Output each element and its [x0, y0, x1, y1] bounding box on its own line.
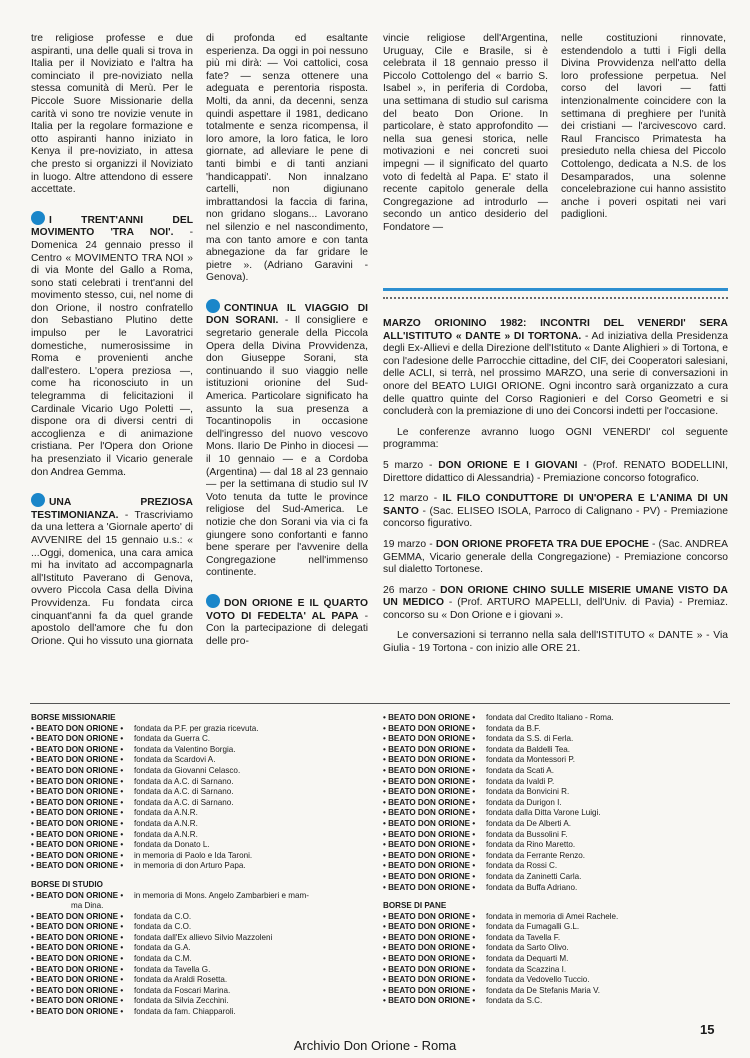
- list-item-text: fondata da C.O.: [134, 911, 192, 921]
- event-4: 26 marzo - DON ORIONE CHINO SULLE MISERIE UMANE VISTO DA UN MEDICO - (Prof. ARTURO MAPELLI, dell'Univ. di Pavia) - Premiaz. concorso su « Don Orione e i giovani ».: [383, 584, 729, 621]
- list-item-text: fondata da Montessori P.: [486, 755, 575, 765]
- list-item-text: fondata da De Alberti A.: [486, 818, 572, 828]
- list-item-prefix: • BEATO DON ORIONE •: [383, 932, 476, 942]
- list-item-text: fondata da A.N.R.: [134, 808, 198, 818]
- blue-rule: [383, 288, 728, 291]
- pane-list: [383, 912, 728, 1007]
- list-item-prefix: • BEATO DON ORIONE •: [31, 954, 124, 964]
- section-heading: I TRENT'ANNI DEL MOVIMENTO 'TRA NOI'.: [31, 214, 193, 239]
- list-item-text: fondata da Foscari Marina.: [134, 985, 231, 995]
- list-item: [383, 755, 728, 766]
- list-item: [31, 724, 376, 735]
- list-item: [31, 755, 376, 766]
- list-item-text: fondata da Baldelli Tea.: [486, 744, 570, 754]
- list-item: [383, 912, 728, 923]
- marzo-orionino-section: [383, 318, 728, 664]
- list-item-text: fondata da Scardovi A.: [134, 755, 216, 765]
- col3-paragraph: vincie religiose dell'Argentina, Uruguay, Cile e Brasile, si è celebrata il 18 gennaio presso il Piccolo Cottolengo del « barrio S. Isabel », in periferia di Cordoba, una settimana di studio sul carisma del beato Don Orione. In particolare, è stato approfondito — nella sua genesi storica, nelle motivazioni e nei concreti suoi impegni — il significato del quarto voto di fedeltà al Papa. E' stato il recente capitolo generale della Congregazione ad introdurlo — secondo un antico desiderio del Fondatore —: [383, 33, 548, 233]
- list-item-prefix: • BEATO DON ORIONE •: [383, 911, 476, 921]
- list-item-prefix: • BEATO DON ORIONE •: [383, 850, 476, 860]
- event-details: - (Prof. ARTURO MAPELLI, dell'Univ. di Pavia) - Premiaz. concorso su « Don Orione e i giovani ».: [383, 597, 729, 621]
- section-divider: [30, 703, 730, 704]
- list-item: [31, 798, 376, 809]
- list-item-text: fondata da Rossi C.: [486, 861, 558, 871]
- list-item-text: fondata da Bonvicini R.: [486, 787, 570, 797]
- event-date: 5 marzo: [383, 459, 424, 471]
- list-item: [31, 965, 376, 976]
- list-item-continuation: ma Dina.: [71, 901, 104, 911]
- section-trent-anni: [31, 211, 193, 479]
- list-item-prefix: • BEATO DON ORIONE •: [383, 871, 476, 881]
- list-item-text: in memoria di don Arturo Papa.: [134, 861, 246, 871]
- list-item-text: fondata da G.A.: [134, 943, 191, 953]
- list-item: [31, 745, 376, 756]
- list-item-text: fondata da Araldi Rosetta.: [134, 975, 228, 985]
- list-item-prefix: • BEATO DON ORIONE •: [31, 1007, 124, 1017]
- list-item-prefix: • BEATO DON ORIONE •: [31, 932, 124, 942]
- section-body: - Domenica 24 gennaio presso il Centro « MOVIMENTO TRA NOI » di via Monte del Gallo a Roma, sono stati celebrati i trent'anni del movimento stesso, cui, nel nome di don Orione, il nostro confratello don Sebastiano Plutino dette impulso per le Lavoratrici domestiche, numerosissime in Roma e provenienti anche dall'estero. L'opera preziosa —, come ha riconosciuto in un telegramma di felicitazioni il Cardinale Vicario Ugo Poletti —, dispone ora di diversi centri di accoglienza e di animazione cristiana. Per l'Opera don Orione ha presenziato il Vicario generale don Andrea Gemma.: [31, 227, 194, 478]
- list-item-prefix: • BEATO DON ORIONE •: [383, 943, 476, 953]
- marzo-closing: Le conversazioni si terranno nella sala dell'ISTITUTO « DANTE » - Via Giulia - 19 Tortona - con inizio alle ORE 21.: [383, 630, 728, 655]
- list-item-prefix: • BEATO DON ORIONE •: [383, 818, 476, 828]
- list-item-text: fondata da Guerra C.: [134, 734, 211, 744]
- list-item: [383, 851, 728, 862]
- col1-paragraph: tre religiose professe e due aspiranti, una delle quali si trova in Italia per il Noviziato e l'altra ha cominciato il pre-noviziato nella stessa comunità di Merù. Per le Piccole Suore Missionarie della carità vi sono tre novizie venute in Italia per la regolare formazione e otto aspiranti hanno iniziato in Kenya il pre-noviziato, in attesa che presto si organizzi il Noviziato in luogo. Altre attendono di essere accettate.: [31, 33, 193, 196]
- list-item-prefix: • BEATO DON ORIONE •: [31, 911, 124, 921]
- list-item-prefix: • BEATO DON ORIONE •: [383, 765, 476, 775]
- list-item-prefix: • BEATO DON ORIONE •: [383, 954, 476, 964]
- list-item: [31, 851, 376, 862]
- list-item-prefix: • BEATO DON ORIONE •: [31, 985, 124, 995]
- list-item-text: fondata da Ferrante Renzo.: [486, 850, 585, 860]
- list-item-text: fondata da Silvia Zecchini.: [134, 996, 229, 1006]
- event-date: 26 marzo: [383, 584, 428, 596]
- list-item: [383, 872, 728, 883]
- list-item-prefix: • BEATO DON ORIONE •: [383, 964, 476, 974]
- list-item-text: fondata da Valentino Borgia.: [134, 744, 236, 754]
- list-item-prefix: • BEATO DON ORIONE •: [383, 985, 476, 995]
- list-item-text: fondata da Donato L.: [134, 840, 210, 850]
- list-item-text: fondata da Rino Maretto.: [486, 840, 576, 850]
- list-item-prefix: • BEATO DON ORIONE •: [383, 723, 476, 733]
- list-item: [31, 787, 376, 798]
- list-item: [383, 745, 728, 756]
- list-item-text: fondata da Tavella F.: [486, 932, 561, 942]
- event-date: 19 marzo: [383, 538, 427, 550]
- list-item: [383, 861, 728, 872]
- archive-footer: Archivio Don Orione - Roma: [293, 1038, 457, 1053]
- list-item-text: fondata da B.F.: [486, 723, 541, 733]
- list-item-prefix: • BEATO DON ORIONE •: [383, 882, 476, 892]
- section-body: - Con la partecipazione di delegati delle pro-: [206, 610, 368, 647]
- list-item-text: fondata da S.S. di Ferla.: [486, 734, 574, 744]
- bullet-dot-icon: [206, 299, 220, 313]
- section-heading: CONTINUA IL VIAGGIO DI DON SORANI.: [206, 302, 368, 327]
- list-item: [31, 734, 376, 745]
- list-item: [383, 713, 728, 724]
- list-item: [31, 808, 376, 819]
- list-item: [383, 819, 728, 830]
- list-item-text: fondata da C.M.: [134, 954, 192, 964]
- list-item-prefix: • BEATO DON ORIONE •: [31, 755, 124, 765]
- list-item-prefix: • BEATO DON ORIONE •: [31, 890, 124, 900]
- list-item-text: fondata da A.N.R.: [134, 818, 198, 828]
- event-title: IL FILO CONDUTTORE DI UN'OPERA E L'ANIMA DI UN SANTO: [383, 493, 728, 517]
- list-item-prefix: • BEATO DON ORIONE •: [383, 996, 476, 1006]
- event-date: 12 marzo: [383, 493, 429, 505]
- list-item-text: fondata da Sarto Olivo.: [486, 943, 569, 953]
- list-item: [31, 830, 376, 841]
- missionarie-list: [31, 724, 376, 872]
- dotted-rule: [383, 297, 728, 299]
- list-item-text: fondata da Durigon I.: [486, 797, 562, 807]
- list-item: [383, 830, 728, 841]
- marzo-intro-text: - Ad iniziativa della Presidenza degli Ex-Allievi e della Direzione dell'Istituto « Dante Alighieri » di Tortona, e con l'adesione delle Parrocchie cittadine, del CIF, dei Cooperatori salesiani, delle ACLI, si terrà, nel prossimo MARZO, una serie di conversazioni in onore del BEATO LUIGI ORIONE. Ogni incontro sarà organizzato a cura delle quattro quinte del Corso Ragionieri e del Corso Geometri e si concluderà con la premiazione di uno dei Concorsi indetti per l'occasione.: [383, 330, 728, 418]
- list-item: [31, 819, 376, 830]
- event-3: 19 marzo - DON ORIONE PROFETA TRA DUE EPOCHE - (Sac. ANDREA GEMMA, Vicario generale della Congregazione) - Premiazione concorso sul dialetto Tortonese.: [383, 538, 728, 576]
- list-item: [383, 798, 728, 809]
- list-item: [383, 933, 728, 944]
- list-item-text: fondata da A.C. di Sarnano.: [134, 787, 234, 797]
- list-item: [31, 975, 376, 986]
- list-item: [31, 766, 376, 777]
- list-item: [31, 933, 376, 944]
- list-item: [383, 787, 728, 798]
- event-details: - (Prof. RENATO BODELLINI, Direttore didattico di Alessandria) - Premiazione concorso fotografico.: [383, 459, 729, 484]
- studio-list: [31, 912, 376, 1018]
- list-item-prefix: • BEATO DON ORIONE •: [383, 829, 476, 839]
- list-item-text: fondata da Vedovello Tuccio.: [486, 975, 590, 985]
- list-item-prefix: • BEATO DON ORIONE •: [31, 744, 124, 754]
- list-item-text: fondata dall'Ex allievo Silvio Mazzoleni: [134, 932, 273, 942]
- column-4: [561, 33, 726, 226]
- list-item: [383, 996, 728, 1007]
- event-title: DON ORIONE PROFETA TRA DUE EPOCHE: [435, 538, 649, 550]
- list-item-prefix: • BEATO DON ORIONE •: [31, 829, 124, 839]
- event-1: 5 marzo - DON ORIONE E I GIOVANI - (Prof. RENATO BODELLINI, Direttore didattico di Alessandria) - Premiazione concorso fotografico.: [383, 459, 729, 484]
- event-details: - (Sac. ANDREA GEMMA, Vicario generale della Congregazione) - Premiazione concorso sul dialetto Tortonese.: [383, 538, 728, 576]
- list-item-prefix: • BEATO DON ORIONE •: [383, 713, 476, 722]
- list-item: [383, 954, 728, 965]
- list-item-prefix: • BEATO DON ORIONE •: [31, 850, 124, 860]
- list-heading: BORSE MISSIONARIE: [31, 713, 116, 722]
- list-item-prefix: • BEATO DON ORIONE •: [383, 797, 476, 807]
- list-item: [31, 1007, 376, 1018]
- list-item-text: fondata da Buffa Adriano.: [486, 882, 578, 892]
- list-item: [383, 965, 728, 976]
- list-item-prefix: • BEATO DON ORIONE •: [31, 922, 124, 932]
- list-item-prefix: • BEATO DON ORIONE •: [383, 734, 476, 744]
- section-heading: DON ORIONE E IL QUARTO VOTO DI FEDELTA' AL PAPA: [206, 597, 368, 622]
- list-item: [31, 986, 376, 997]
- list-item: [31, 840, 376, 851]
- bullet-dot-icon: [31, 493, 45, 507]
- list-item-prefix: • BEATO DON ORIONE •: [383, 922, 476, 932]
- event-2: 12 marzo - IL FILO CONDUTTORE DI UN'OPERA E L'ANIMA DI UN SANTO - (Sac. ELISEO ISOLA, Parroco di Calignano - PV) - Premiazione concorso figurativo.: [383, 493, 728, 530]
- list-item: [383, 808, 728, 819]
- event-details: - (Sac. ELISEO ISOLA, Parroco di Calignano - PV) - Premiazione concorso figurativo.: [383, 505, 728, 530]
- bullet-dot-icon: [206, 594, 220, 608]
- list-item-prefix: • BEATO DON ORIONE •: [31, 818, 124, 828]
- list-item-prefix: • BEATO DON ORIONE •: [383, 755, 476, 765]
- list-item-prefix: • BEATO DON ORIONE •: [31, 776, 124, 786]
- list-item-prefix: • BEATO DON ORIONE •: [31, 943, 124, 953]
- list-item: [383, 734, 728, 745]
- list-item: [383, 883, 728, 894]
- list-item-prefix: • BEATO DON ORIONE •: [383, 840, 476, 850]
- list-item-text: fondata da A.N.R.: [134, 829, 198, 839]
- list-item: [383, 724, 728, 735]
- list-item-text: in memoria di Mons. Angelo Zambarbieri e mam-: [134, 890, 309, 900]
- section-body: - Il consigliere e segretario generale della Piccola Opera della Divina Provvidenza, don Giuseppe Sorani, sta continuando il suo viaggio nelle istituzioni orionine del Sud-America. Particolare significato ha assunto la sua presenza a Tocantinopolis in occasione dell'ingresso del nuovo vescovo Mons. Ilario De Pinho in diocesi — il 10 gennaio — e a Cordoba (Argentina) — dal 18 al 23 gennaio — per la settimana di studio sul IV Voto tenuta da tutte le province religiose del Sud-America. Le notizie che don Sorani via via ci fa giungere sono confortanti e fanno bene sperare per l'avvenire della Congregazione nell'immenso continente.: [206, 315, 368, 579]
- section-testimonianza: [31, 493, 193, 648]
- list-item: [383, 840, 728, 851]
- list-item: [383, 943, 728, 954]
- marzo-program: Le conferenze avranno luogo OGNI VENERDI' col seguente programma:: [383, 426, 728, 451]
- list-item: [31, 922, 376, 933]
- marzo-heading: MARZO ORIONINO 1982: INCONTRI DEL VENERDI' SERA ALL'ISTITUTO « DANTE » DI TORTONA.: [383, 318, 728, 342]
- list-item-text: in memoria di Paolo e Ida Taroni.: [134, 850, 253, 860]
- list-item-prefix: • BEATO DON ORIONE •: [31, 964, 124, 974]
- missionarie-list-continued: [383, 713, 728, 893]
- list-item: [31, 861, 376, 872]
- list-item-prefix: • BEATO DON ORIONE •: [31, 808, 124, 818]
- list-item-text: fondata da Tavella G.: [134, 964, 211, 974]
- list-item-text: fondata da Fumagalli G.L.: [486, 922, 580, 932]
- list-item-text: fondata da A.C. di Sarnano.: [134, 797, 234, 807]
- list-item-prefix: • BEATO DON ORIONE •: [31, 723, 124, 733]
- list-item-prefix: • BEATO DON ORIONE •: [31, 797, 124, 807]
- list-item-text: fondata da C.O.: [134, 922, 192, 932]
- list-item: [31, 996, 376, 1007]
- list-item-text: fondata da De Stefanis Maria V.: [486, 985, 600, 995]
- list-item-prefix: • BEATO DON ORIONE •: [31, 840, 124, 850]
- list-item-prefix: • BEATO DON ORIONE •: [383, 776, 476, 786]
- section-heading: UNA PREZIOSA TESTIMONIANZA.: [31, 497, 193, 521]
- list-item: [383, 975, 728, 986]
- list-item-text: fondata da Bussolini F.: [486, 829, 568, 839]
- list-item-text: fondata da S.C.: [486, 996, 543, 1006]
- list-item-text: fondata da Ivaldi P.: [486, 776, 555, 786]
- event-title: DON ORIONE CHINO SULLE MISERIE UMANE VISTO DA UN MEDICO: [383, 584, 728, 609]
- list-item-prefix: • BEATO DON ORIONE •: [31, 861, 124, 871]
- list-heading: BORSE DI STUDIO: [31, 879, 103, 889]
- col4-paragraph: nelle costituzioni rinnovate, estendendolo a tutti i Figli della Divina Provvidenza nell'atto della loro professione perpetua. Nel corso del lavori — fatti intenzionalmente coincidere con la settimana di preghiere per l'unità dei cristiani — l'arcivescovo card. Raul Francisco Primatesta ha presieduto nella chiesa del Piccolo Cottolengo, dedicata a N.S. de los Desamparados, una solenne concelebrazione cui hanno assistito anche i poveri ospitati nei vari padiglioni.: [561, 33, 726, 221]
- list-item-prefix: • BEATO DON ORIONE •: [31, 787, 124, 797]
- list-item-text: fondata da Scazzina I.: [486, 964, 567, 974]
- list-item-text: fondata da Giovanni Celasco.: [134, 765, 241, 775]
- list-item-prefix: • BEATO DON ORIONE •: [383, 861, 476, 871]
- list-heading: BORSE DI PANE: [383, 901, 447, 911]
- event-title: DON ORIONE E I GIOVANI: [438, 459, 578, 471]
- column-2: [206, 33, 368, 652]
- list-item-prefix: • BEATO DON ORIONE •: [383, 808, 476, 818]
- column-3: [383, 33, 548, 239]
- list-item-text: fondata dal Credito Italiano - Roma.: [486, 713, 614, 722]
- list-item-text: fondata da Zaninetti Carla.: [486, 871, 582, 881]
- column-1: [31, 33, 193, 652]
- list-item-text: fondata da fam. Chiapparoli.: [134, 1007, 236, 1017]
- list-item-prefix: • BEATO DON ORIONE •: [383, 975, 476, 985]
- list-item: [31, 912, 376, 923]
- list-item-text: fondata da Dequarti M.: [486, 954, 569, 964]
- list-item: [383, 777, 728, 788]
- list-item-text: fondata da A.C. di Sarnano.: [134, 776, 234, 786]
- list-item-prefix: • BEATO DON ORIONE •: [383, 744, 476, 754]
- list-item-text: fondata in memoria di Amei Rachele.: [486, 911, 619, 921]
- list-item-text: fondata dalla Ditta Varone Luigi.: [486, 808, 601, 818]
- list-item: [31, 891, 376, 902]
- list-item-prefix: • BEATO DON ORIONE •: [31, 734, 124, 744]
- section-body: - Trascriviamo da una lettera a 'Giornale aperto' di AVVENIRE del 15 gennaio u.s.: « ...Oggi, domenica, una cara amica mi ha invitato ad accompagnarla all'Istituto Paverano di Genova, ovvero Piccola Casa della Divina Provvidenza. Fu fondata circa cinquant'anni fa da quel grande apostolo dell'amore che fu don Orione. Qui ho vissuto una giornata: [31, 509, 193, 647]
- list-item: [31, 954, 376, 965]
- bullet-dot-icon: [31, 211, 45, 225]
- list-item: [31, 943, 376, 954]
- list-item: [383, 922, 728, 933]
- page-number: 15: [700, 1022, 715, 1037]
- list-item: [383, 766, 728, 777]
- section-viaggio-sorani: [206, 299, 368, 580]
- list-item-prefix: • BEATO DON ORIONE •: [31, 975, 124, 985]
- marzo-intro: [383, 318, 728, 419]
- list-item-prefix: • BEATO DON ORIONE •: [31, 765, 124, 775]
- list-item-text: fondata da Scati A.: [486, 765, 554, 775]
- col2-paragraph: di profonda ed esaltante esperienza. Da oggi in poi nessuno più mi dirà: — Voi cattolici, cosa fate? — senza ottenere una adeguata e perentoria risposta. Molti, da anni, da decenni, senza quindi aspettare il 1981, dedicano totalmente e senza ricompensa, il loro amore, la loro fatica, le loro giornate, ad alleviare le pene di tanti bimbi e di tanti anziani 'handicappati'. Non innalzano cartelli, non digiunano imbrattandosi la faccia di farina, non gridano slogans... Lavorano nel silenzio e nel nascondimento, ma con tanto amore e con tanta abnegazione da far gridare le pietre ». (Adriano Garavini - Genova).: [206, 33, 368, 284]
- list-item-text: fondata da P.F. per grazia ricevuta.: [134, 723, 259, 733]
- borse-list-right: [383, 713, 728, 1007]
- list-item-prefix: • BEATO DON ORIONE •: [31, 996, 124, 1006]
- list-item: [383, 986, 728, 997]
- list-item-prefix: • BEATO DON ORIONE •: [383, 787, 476, 797]
- list-item: [31, 777, 376, 788]
- borse-list-left: [31, 713, 376, 1018]
- section-quarto-voto: [206, 594, 368, 648]
